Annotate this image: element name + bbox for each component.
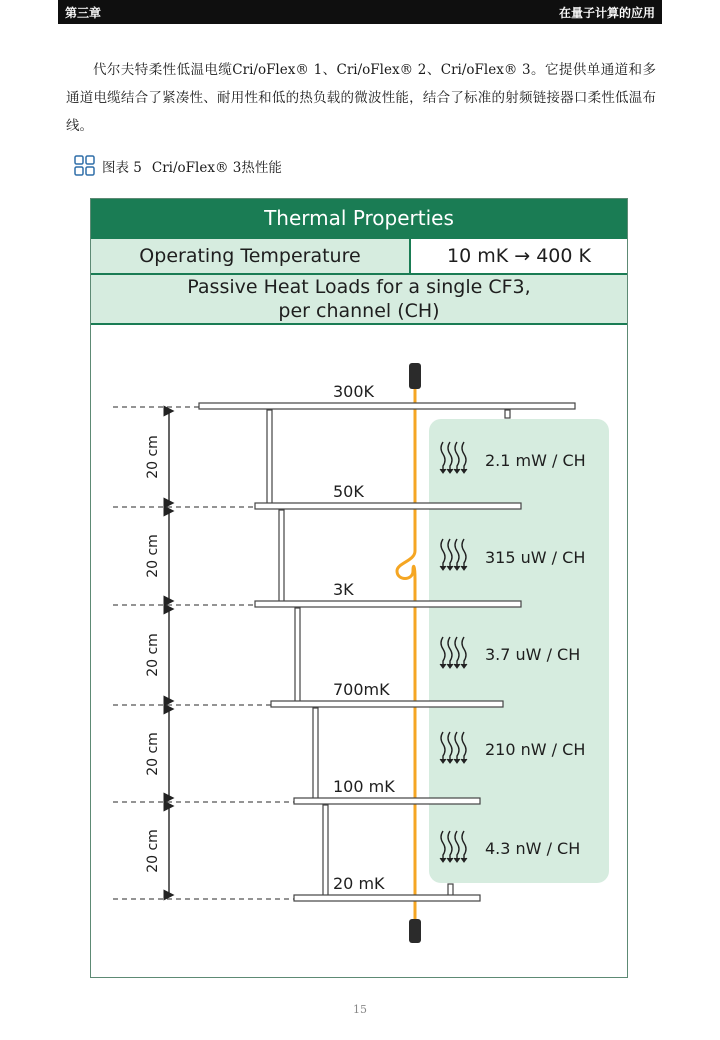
spacing-label-2: 20 cm [145, 534, 161, 578]
heat-load-100mk-20mk: 4.3 nW / CH [485, 839, 581, 858]
cryostat-diagram [91, 199, 627, 977]
heat-load-700mk-100mk: 210 nW / CH [485, 740, 586, 759]
caption-figure-number: 图表 5 [102, 160, 142, 176]
passive-heat-loads-line2: per channel (CH) [278, 300, 440, 322]
spacing-label-1: 20 cm [145, 435, 161, 479]
stage-label-20mk: 20 mK [333, 874, 385, 893]
stage-label-300k: 300K [333, 382, 375, 401]
heat-load-300k-50k: 2.1 mW / CH [485, 451, 586, 470]
stage-label-100mk: 100 mK [333, 777, 395, 796]
top-connector [409, 363, 421, 389]
figure-caption [74, 154, 282, 178]
thermal-properties-figure [90, 198, 628, 978]
spacing-label-4: 20 cm [145, 732, 161, 776]
heat-load-50k-3k: 315 uW / CH [485, 548, 586, 567]
page-number: 15 [353, 1003, 367, 1016]
figure-title: Thermal Properties [91, 199, 627, 237]
stage-label-700mk: 700mK [333, 680, 390, 699]
body-paragraph: 代尔夫特柔性低温电缆Cri/oFlex® 1、Cri/oFlex® 2、Cri/oFlex® 3。它提供单通道和多通道电缆结合了紧凑性、耐用性和低的热负载的微波性能，结合了标准的射频链接器口柔性低温布线。 [66, 62, 656, 134]
operating-temperature-value: 10 mK → 400 K [411, 239, 627, 273]
spacing-label-3: 20 cm [145, 633, 161, 677]
grid-icon [74, 155, 96, 177]
page-header [58, 0, 662, 24]
bottom-connector [409, 919, 421, 943]
operating-temperature-label: Operating Temperature [91, 239, 411, 273]
heat-load-3k-700mk: 3.7 uW / CH [485, 645, 581, 664]
stage-label-3k: 3K [333, 580, 354, 599]
cryoflex-cable [397, 389, 415, 919]
caption-text: Cri/oFlex® 3热性能 [151, 160, 282, 176]
spacing-label-5: 20 cm [145, 829, 161, 873]
chapter-label: 第三章 [65, 5, 102, 20]
stage-label-50k: 50K [333, 482, 364, 501]
passive-heat-loads-line1: Passive Heat Loads for a single CF3, [187, 276, 531, 298]
section-label: 在量子计算的应用 [558, 5, 655, 20]
